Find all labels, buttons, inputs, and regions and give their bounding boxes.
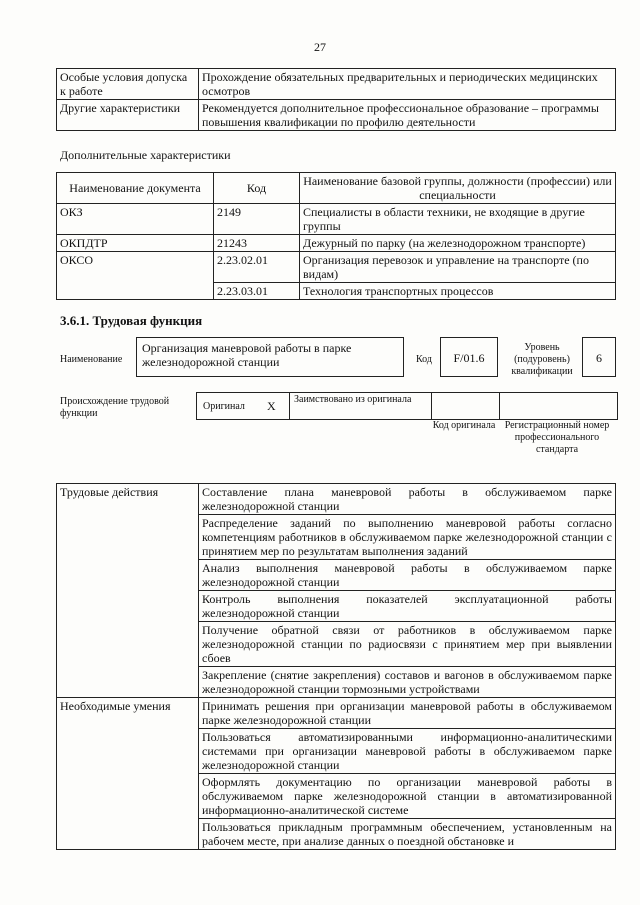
skill: Пользоваться автоматизированными информационно-аналитическими системами при организации маневровой работы в обслуживаемом парке железнодорожной станции: [199, 729, 616, 774]
origin-box: [196, 392, 618, 420]
table-header-row: [57, 173, 616, 204]
divider: [499, 393, 500, 419]
header-name: Наименование базовой группы, должности (профессии) или специальности: [300, 173, 616, 204]
conditions-label: Особые условия допуска к работе: [57, 69, 199, 100]
divider: [431, 393, 432, 419]
page-number: 27: [314, 40, 326, 54]
row-name: Технология транспортных процессов: [300, 283, 616, 300]
row-name: Организация перевозок и управление на транспорте (по видам): [300, 252, 616, 283]
row-code: 2.23.03.01: [214, 283, 300, 300]
table-row: [57, 484, 616, 515]
other-value: Рекомендуется дополнительное профессиональное образование – программы повышения квалификации по профилю деятельности: [199, 100, 616, 131]
conditions-value: Прохождение обязательных предварительных и периодических медицинских осмотров: [199, 69, 616, 100]
name-label: Наименование: [60, 354, 123, 365]
skill: Оформлять документацию по организации маневровой работы в обслуживаемом парке железнодорожной станции в автоматизированной информационно-аналитической системе: [199, 774, 616, 819]
row-code: 2149: [214, 204, 300, 235]
row-doc: ОКПДТР: [57, 235, 214, 252]
table-row: [57, 204, 616, 235]
table-row: [57, 100, 616, 131]
skill: Пользоваться прикладным программным обеспечением, установленным на рабочем месте, при анализе данных о поездной обстановке и: [199, 819, 616, 850]
labor-actions-label: Трудовые действия: [57, 484, 199, 698]
skill: Принимать решения при организации маневровой работы в обслуживаемом парке железнодорожной станции: [199, 698, 616, 729]
table-row: [57, 252, 616, 283]
header-code: Код: [214, 173, 300, 204]
divider: [289, 393, 290, 419]
row-doc: ОКСО: [57, 252, 214, 300]
row-code: 2.23.02.01: [214, 252, 300, 283]
table-row: [57, 69, 616, 100]
labor-action: Контроль выполнения показателей эксплуатационной работы железнодорожной станции: [199, 591, 616, 622]
level-label: Уровень (подуровень) квалификации: [511, 342, 573, 377]
labor-action: Составление плана маневровой работы в обслуживаемом парке железнодорожной станции: [199, 484, 616, 515]
header-doc: Наименование документа: [57, 173, 214, 204]
labor-action: Распределение заданий по выполнению маневровой работы согласно компетенциям работников в обслуживаемом парке железнодорожной станции с принятием мер по результатам выполнения заданий: [199, 515, 616, 560]
original-label: Оригинал: [203, 401, 245, 412]
top-table: [56, 68, 616, 131]
table-row: [57, 235, 616, 252]
reg-number-caption: Регистрационный номер профессионального стандарта: [504, 420, 610, 455]
labor-function-table: [56, 483, 616, 850]
labor-action: Закрепление (снятие закрепления) составов и вагонов в обслуживаемом парке железнодорожной станции тормозными устройствами: [199, 667, 616, 698]
other-label: Другие характеристики: [57, 100, 199, 131]
borrowed-label: Заимствовано из оригинала: [294, 394, 412, 405]
original-mark: X: [267, 399, 276, 413]
row-doc: ОКЗ: [57, 204, 214, 235]
code-label: Код: [416, 354, 432, 365]
characteristics-table: [56, 172, 616, 300]
skills-label: Необходимые умения: [57, 698, 199, 850]
additional-heading: Дополнительные характеристики: [60, 148, 231, 162]
row-code: 21243: [214, 235, 300, 252]
function-name: Организация маневровой работы в парке железнодорожной станции: [136, 337, 404, 377]
table-row: [57, 698, 616, 729]
origin-label: Происхождение трудовой функции: [60, 396, 170, 419]
labor-action: Получение обратной связи от работников в обслуживаемом парке железнодорожной станции по радиосвязи с принятием мер при выявлении сбоев: [199, 622, 616, 667]
row-name: Дежурный по парку (на железнодорожном транспорте): [300, 235, 616, 252]
section-title: 3.6.1. Трудовая функция: [60, 313, 203, 328]
row-name: Специалисты в области техники, не входящие в другие группы: [300, 204, 616, 235]
code-original-caption: Код оригинала: [432, 420, 496, 431]
level-value: 6: [582, 337, 616, 377]
labor-action: Анализ выполнения маневровой работы в обслуживаемом парке железнодорожной станции: [199, 560, 616, 591]
function-code: F/01.6: [440, 337, 498, 377]
